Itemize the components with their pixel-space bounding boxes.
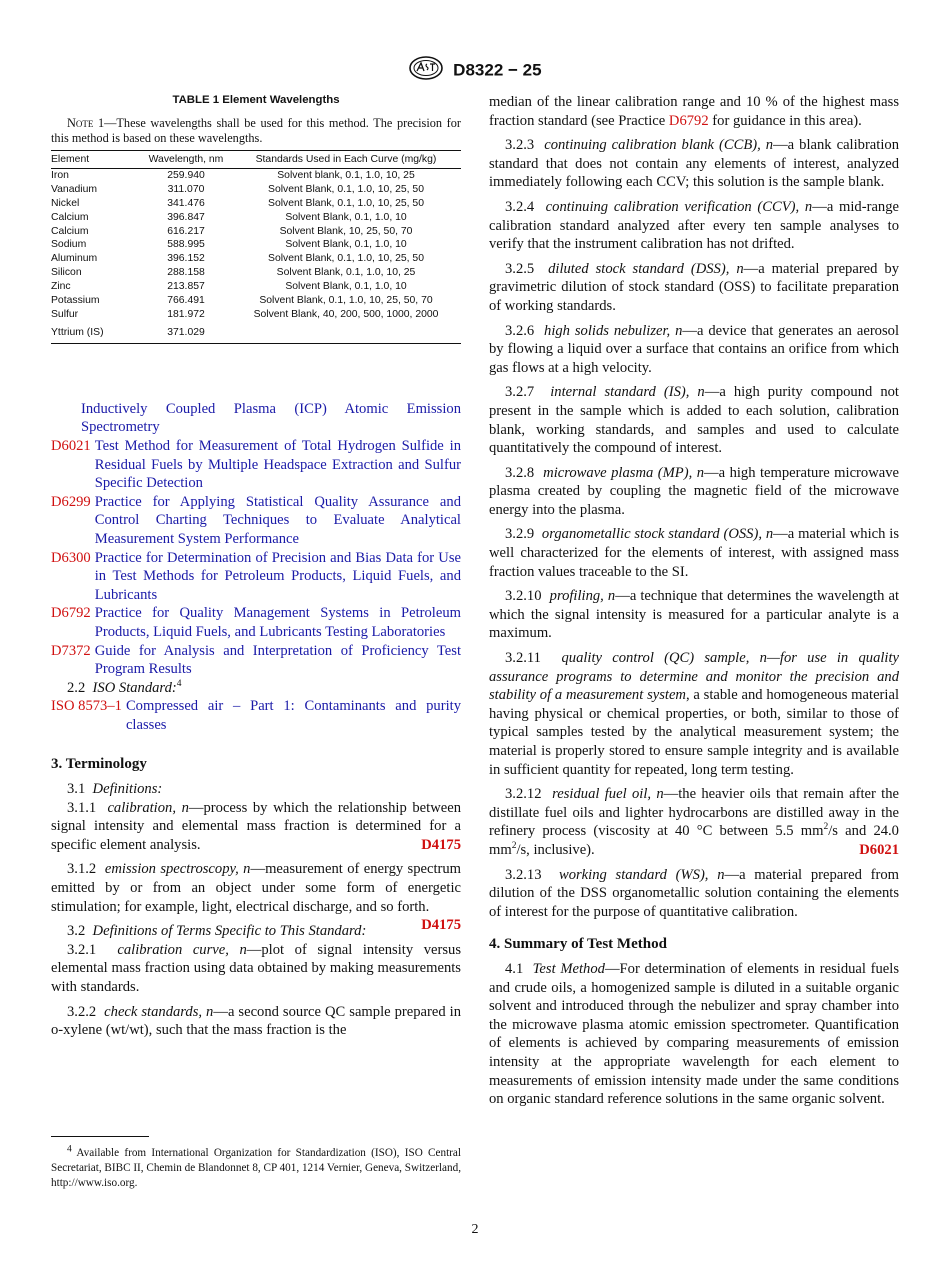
definition: —measurement of energy spectrum emitted by or from an object under some form of energetic stimulation; for example, light, electrical discharge, and so forth. [51, 861, 462, 915]
ref-item-d7372[interactable] [51, 642, 461, 679]
footnote [51, 1146, 461, 1191]
cell-standards [231, 322, 461, 343]
table-row [51, 280, 461, 294]
para-3-2-12 [489, 785, 899, 859]
cell-wavelength: 181.972 [167, 308, 205, 320]
definition: —a material prepared by gravimetric dilution of stock standard (OSS) to facilitate preparation of working standards. [489, 260, 900, 314]
page-header [0, 55, 950, 86]
cell-element: Nickel [51, 197, 80, 209]
cell-wavelength: 371.029 [141, 322, 231, 343]
col-standards: Standards Used in Each Curve (mg/kg) [231, 151, 461, 169]
cell-standards: Solvent Blank, 0.1, 1.0, 10, 25 [276, 267, 416, 279]
left-column [51, 93, 461, 1040]
cell-wavelength: 616.217 [167, 225, 205, 237]
definition: —a technique that determines the wavelength at which the signal intensity is measured for a particular analyte is a maximum. [489, 588, 900, 642]
ref-item-iso[interactable] [51, 697, 461, 734]
table-note [51, 116, 461, 146]
page-number: 2 [471, 1222, 479, 1237]
para-3-2 [51, 922, 461, 941]
term: internal standard (IS), n [550, 384, 705, 401]
section-number: 3.2.7 [505, 384, 535, 401]
cell-standards: Solvent Blank, 40, 200, 500, 1000, 2000 [253, 308, 439, 320]
cell-standards: Solvent Blank, 0.1, 1.0, 10, 25, 50 [268, 197, 424, 209]
definition: —process by which the relationship between signal intensity and elemental mass fraction is determined for a specific element analysis. [51, 799, 461, 853]
section-number: 3.2.10 [505, 588, 542, 605]
definition: —a high purity compound not present in the sample which is added to each solution, calibration blank, working standards, and samples and used to calculate quantitatively the compound of interest. [489, 384, 899, 457]
para-3-2-1 [51, 941, 461, 997]
table-row [51, 168, 461, 182]
section-number: 3.2.1 [67, 941, 97, 958]
term: calibration curve, n [117, 941, 247, 958]
table-row [51, 294, 461, 308]
ref-d4175[interactable]: D4175 [421, 836, 461, 853]
section-number: 2.2 [67, 679, 86, 696]
superscript: 2 [511, 841, 517, 852]
term: working standard (WS), n [558, 866, 725, 883]
para-3-1 [51, 780, 461, 799]
ref-number[interactable]: D6300 [51, 549, 91, 566]
footnote-divider [51, 1136, 149, 1137]
ref-number[interactable]: D7372 [51, 642, 91, 659]
cell-standards: Solvent Blank, 0.1, 1.0, 10 [285, 211, 407, 223]
cell-standards: Solvent Blank, 0.1, 1.0, 10, 25, 50 [268, 253, 424, 265]
term: organometallic stock standard (OSS), n [541, 526, 774, 543]
para-3-2-4 [489, 198, 899, 254]
definition: —a material which is well characterized for the elements of interest, with assigned mass fraction values traceable to the SI. [489, 526, 899, 580]
cell-element: Calcium [51, 211, 89, 223]
cell-wavelength: 396.152 [167, 253, 205, 265]
cell-standards: Solvent Blank, 0.1, 1.0, 10 [285, 281, 407, 293]
table-row [51, 211, 461, 225]
col-wavelength: Wavelength, nm [141, 151, 231, 169]
definition: —a material prepared from dilution of the DSS organometallic solution containing the elements of interest for the purpose of quantitative calibration. [489, 866, 900, 920]
ref-number[interactable]: ISO 8573–1 [51, 698, 122, 715]
cell-element: Calcium [51, 225, 89, 237]
para-3-2-13 [489, 866, 899, 922]
superscript: 2 [823, 822, 829, 833]
term: continuing calibration blank (CCB), n [544, 137, 774, 154]
section-number: 3.2.3 [505, 137, 535, 154]
section-number: 4.1 [505, 960, 524, 977]
table-row [51, 266, 461, 280]
cell-element: Yttrium (IS) [51, 322, 141, 343]
ref-title[interactable]: Practice for Determination of Precision and Bias Data for Use in Test Methods for Petroleum Products, Liquid Fuels, and Lubricants [94, 549, 461, 603]
ref-title[interactable]: Compressed air – Part 1: Contaminants and purity classes [125, 698, 461, 733]
cell-standards: Solvent Blank, 0.1, 1.0, 10, 25, 50 [268, 183, 424, 195]
cell-element: Iron [51, 169, 69, 181]
section-title: Definitions of Terms Specific to This Standard: [92, 923, 367, 940]
section-title: ISO Standard: [92, 679, 177, 696]
para-3-2-8 [489, 464, 899, 520]
footnote-text: Available from International Organization for Standardization (ISO), ISO Central Secretariat, BIBC II, Chemin de Blandonnet 8, CP 401, 1214 Vernier, Geneva, Switzerland, http://www.iso.org. [51, 1147, 461, 1189]
ref-title[interactable]: Practice for Quality Management Systems in Petroleum Products, Liquid Fuels, and Lubricants Testing Laboratories [94, 605, 461, 640]
cell-wavelength: 396.847 [167, 211, 205, 223]
para-3-2-11 [489, 649, 899, 779]
term: check standards, n [104, 1003, 214, 1020]
section-heading-summary: 4. Summary of Test Method [489, 936, 667, 953]
cell-wavelength: 311.070 [167, 183, 205, 195]
ref-item-d6021[interactable] [51, 437, 461, 493]
table-row [51, 183, 461, 197]
astm-logo-icon [408, 55, 444, 86]
term: calibration, n [107, 799, 189, 816]
footnote-mark: 4 [67, 1144, 72, 1155]
ref-title[interactable]: Test Method for Measurement of Total Hydrogen Sulfide in Residual Fuels by Multiple Headspace Extraction and Sulfur Specific Detection [94, 437, 461, 492]
term: quality control (QC) sample, n—for use in quality assurance programs to determine and monitor the precision and stability of a measurement system [489, 650, 900, 704]
ref-continuation[interactable]: Inductively Coupled Plasma (ICP) Atomic Emission Spectrometry [81, 400, 461, 436]
section-number: 3.2 [67, 923, 86, 940]
iso-standard-heading [51, 679, 461, 698]
section-number: 3.2.2 [67, 1003, 97, 1020]
section-number: 3.2.12 [505, 786, 542, 803]
cell-element: Potassium [51, 295, 100, 307]
section-number: 3.2.9 [505, 526, 535, 543]
cell-wavelength: 341.476 [167, 197, 205, 209]
section-number: 3.2.8 [505, 464, 535, 481]
note-text: —These wavelengths shall be used for this method. The precision for this method is based on these wavelengths. [51, 116, 461, 145]
section-heading-terminology: 3. Terminology [51, 756, 147, 773]
designation: D8322 − 25 [453, 60, 542, 80]
term: diluted stock standard (DSS), n [548, 260, 744, 277]
term: emission spectroscopy, n [104, 861, 251, 878]
section-number: 3.1.1 [67, 799, 97, 816]
section-number: 3.2.13 [505, 866, 542, 883]
section-number: 3.2.5 [505, 260, 535, 277]
para-3-2-10 [489, 587, 899, 643]
definition: for guidance in this area). [708, 112, 862, 129]
wavelength-table [51, 150, 461, 344]
definition: —a mid-range calibration standard analyzed after every ten sample analyses to verify that the instrument calibration has not drifted. [489, 198, 899, 253]
para-3-1-1 [51, 799, 461, 855]
ref-item-d6299[interactable] [51, 493, 461, 549]
cell-standards: Solvent blank, 0.1, 1.0, 10, 25 [277, 169, 415, 181]
cell-standards: Solvent Blank, 10, 25, 50, 70 [279, 225, 413, 237]
ref-d6021[interactable]: D6021 [859, 841, 899, 858]
term: microwave plasma (MP), n [543, 464, 705, 481]
ref-title[interactable]: Guide for Analysis and Interpretation of Proficiency Test Program Results [94, 642, 461, 678]
right-column [489, 93, 899, 1109]
para-3-2-6 [489, 322, 899, 378]
definition: /s and 24.0 mm [489, 823, 899, 858]
cell-wavelength: 766.491 [167, 295, 205, 307]
definition: —a high temperature microwave plasma created by coupling the magnetic field of the microwave energy into the plasma. [489, 464, 899, 518]
section-number: 3.2.4 [505, 198, 535, 215]
section-number: 3.1.2 [67, 861, 97, 878]
table-row [51, 308, 461, 322]
term: residual fuel oil, n [552, 786, 664, 803]
definition: /s, inclusive). [516, 841, 595, 858]
section-number: 3.1 [67, 781, 86, 798]
definition: —the heavier oils that remain after the distillate fuel oils and lighter hydrocarbons are distilled away in the refinery process (viscosity at 40 °C between 5.5 mm [489, 786, 899, 840]
definition: —a second source QC sample prepared in o-xylene (wt/wt), such that the mass fraction is the [51, 1003, 461, 1039]
ref-d6792-link[interactable]: D6792 [668, 112, 709, 129]
table-row [51, 238, 461, 252]
definition: —a blank calibration standard that does not contain any elements of interest, analyzed immediately following each CCV; this solution is the sample blank. [489, 137, 899, 191]
note-label: Note 1 [67, 116, 105, 130]
definition: median of the linear calibration range and 10 % of the highest mass fraction standard (see Practice [489, 94, 899, 129]
ref-number[interactable]: D6792 [51, 605, 91, 622]
definition: —For determination of elements in residual fuels and crude oils, a homogenized sample is diluted in a suitable organic solvent and introduced through the nebulizer and spray chamber into the microwave plasma atomic emission spectrometer. Quantification of elements is achieved by comparing measurements of emission intensity at the appropriate wavelength for each element to measurements of emission intensity made under the same conditions on organic standard reference solutions in the same organic solvent. [489, 960, 900, 1108]
table-row [51, 322, 461, 343]
table-row [51, 197, 461, 211]
section-title: Definitions: [92, 781, 163, 798]
cell-element: Sulfur [51, 308, 79, 320]
table-title: TABLE 1 Element Wavelengths [172, 94, 340, 106]
cell-element: Vanadium [51, 183, 98, 195]
cell-element: Aluminum [51, 253, 98, 265]
table-row [51, 252, 461, 266]
para-3-2-3 [489, 136, 899, 192]
para-3-2-5 [489, 260, 899, 316]
footnote-mark: 4 [176, 678, 182, 689]
definition: , a stable and homogeneous material having physical or chemical properties, or both, similar to those of typical samples tested by the analytical measurement system; the material is properly stored to ensure sample integrity and is available in sufficient quantity for repeated, long term testing. [489, 687, 899, 778]
term: Test Method [532, 960, 605, 977]
cell-wavelength: 259.940 [167, 169, 205, 181]
para-3-2-2 [51, 1003, 461, 1040]
ref-item-d6792[interactable] [51, 604, 461, 641]
cell-element: Sodium [51, 239, 87, 251]
cell-wavelength: 588.995 [167, 239, 205, 251]
section-number: 3.2.6 [505, 322, 535, 339]
section-number: 3.2.11 [505, 650, 541, 667]
ref-number[interactable]: D6021 [51, 437, 91, 454]
ref-title[interactable]: Practice for Applying Statistical Quality Assurance and Control Charting Techniques to Evaluate Analytical Measurement System Performance [94, 493, 461, 547]
ref-number[interactable]: D6299 [51, 493, 91, 510]
para-3-2-2-cont [489, 93, 899, 130]
ref-item-d6300[interactable] [51, 549, 461, 605]
term: continuing calibration verification (CCV), n [545, 198, 813, 215]
cell-element: Silicon [51, 267, 82, 279]
cell-wavelength: 213.857 [167, 281, 205, 293]
ref-d4175[interactable]: D4175 [421, 917, 461, 934]
definition: —plot of signal intensity versus elemental mass fraction using data obtained by making measurements with standards. [51, 941, 462, 995]
table-row [51, 225, 461, 239]
cell-standards: Solvent Blank, 0.1, 1.0, 10, 25, 50, 70 [259, 295, 433, 307]
term: high solids nebulizer, n [544, 322, 683, 339]
para-4-1 [489, 960, 899, 1109]
cell-standards: Solvent Blank, 0.1, 1.0, 10 [285, 239, 407, 251]
cell-wavelength: 288.158 [167, 267, 205, 279]
cell-element: Zinc [51, 281, 71, 293]
definition: —a device that generates an aerosol by flowing a liquid over a surface that contains an orifice from which gas flows at a high velocity. [489, 322, 900, 376]
para-3-2-9 [489, 525, 899, 581]
para-3-2-7 [489, 383, 899, 457]
col-element: Element [51, 151, 141, 169]
term: profiling, n [549, 588, 616, 605]
